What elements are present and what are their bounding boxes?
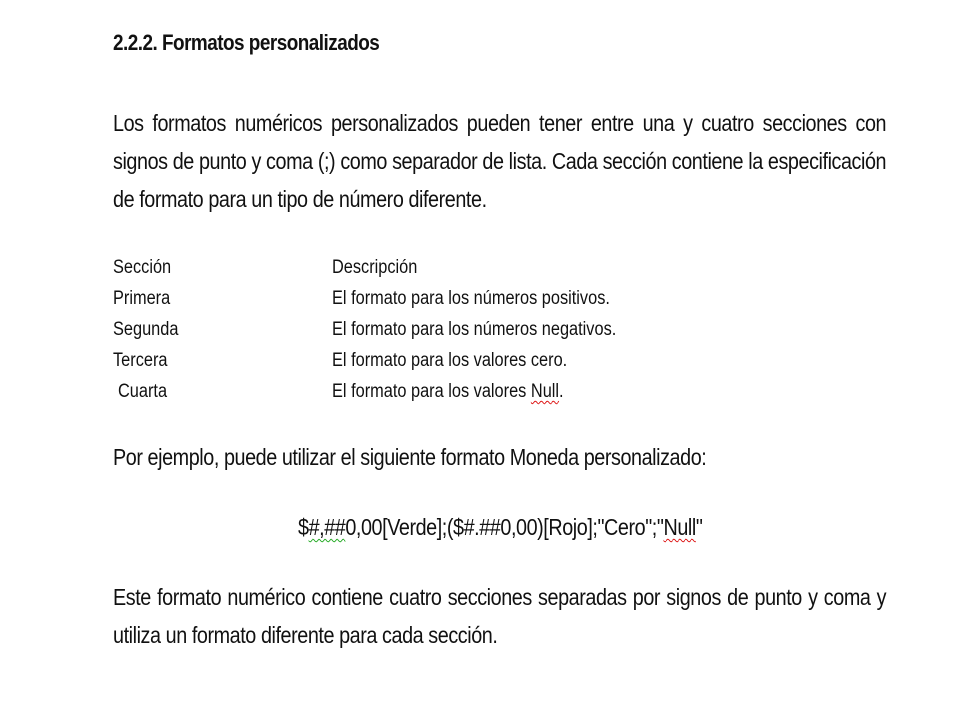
- code-text: $: [298, 514, 309, 540]
- section-heading: 2.2.2. Formatos personalizados: [113, 30, 380, 55]
- intro-line: de formato para un tipo de número diferente.: [113, 186, 487, 212]
- section-description: [332, 376, 564, 407]
- spellcheck-flagged-word[interactable]: Null: [663, 514, 696, 540]
- section-description: El formato para los números positivos.: [332, 288, 610, 309]
- code-text: 0,00[Verde];($#.##0,00)[Rojo];"Cero";": [345, 514, 664, 540]
- closing-line: Este formato numérico contiene cuatro secciones separadas por signos de punto y coma y: [113, 584, 887, 610]
- format-code-example: [298, 514, 702, 541]
- column-header-section: Sección: [113, 257, 172, 278]
- intro-line: signos de punto y coma (;) como separador de lista. Cada sección contiene la especificación: [113, 148, 887, 174]
- example-intro: Por ejemplo, puede utilizar el siguiente formato Moneda personalizado:: [113, 444, 707, 470]
- section-description: El formato para los valores cero.: [332, 350, 568, 371]
- section-description: El formato para los números negativos.: [332, 319, 617, 340]
- column-header-description: Descripción: [332, 257, 418, 278]
- section-name: Primera: [113, 288, 171, 309]
- spellcheck-flagged-word[interactable]: Null: [530, 381, 560, 402]
- section-name: Cuarta: [118, 381, 168, 402]
- closing-paragraph: [113, 578, 886, 654]
- grammar-flagged-text[interactable]: #,##: [308, 514, 346, 540]
- section-name: Segunda: [113, 319, 179, 340]
- intro-line: Los formatos numéricos personalizados pueden tener entre una y cuatro secciones con: [113, 110, 887, 136]
- description-text: .: [559, 381, 564, 402]
- intro-paragraph: [113, 104, 886, 218]
- closing-line: utiliza un formato diferente para cada sección.: [113, 622, 498, 648]
- description-text: El formato para los valores: [332, 381, 531, 402]
- code-text: ": [695, 514, 703, 540]
- section-name: Tercera: [113, 350, 168, 371]
